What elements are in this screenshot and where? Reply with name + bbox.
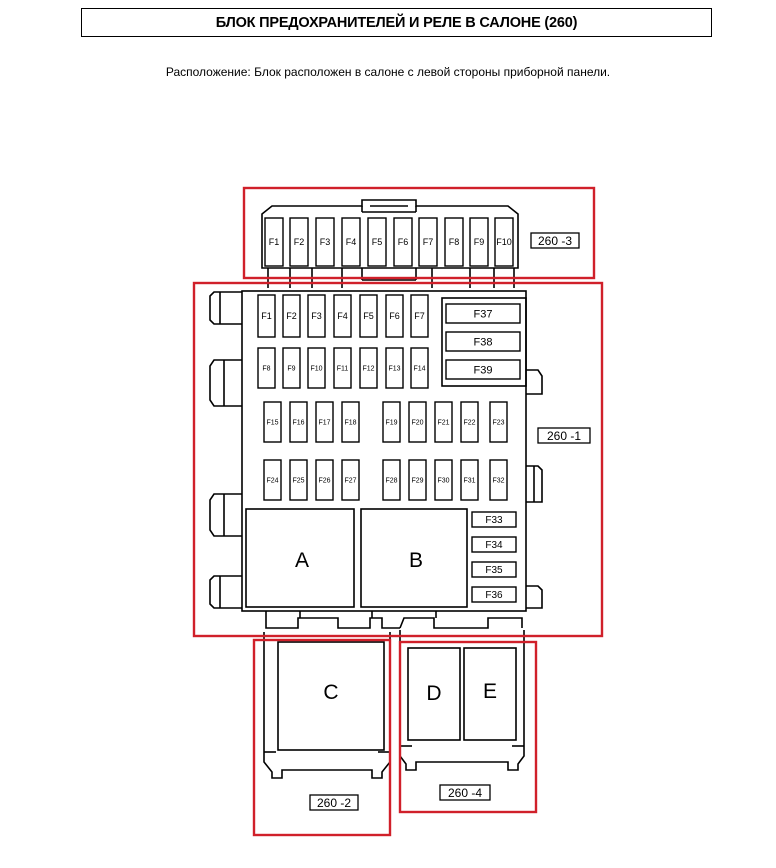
- fuse-label: F2: [286, 311, 297, 322]
- fuse-f31: [461, 460, 478, 500]
- fuse-label: F30: [437, 477, 450, 485]
- fuse-label: F1: [268, 237, 280, 248]
- small-fuse-column: [472, 512, 516, 602]
- label-260-3-text: 260 -3: [537, 234, 573, 248]
- fuse-f4: [334, 295, 351, 337]
- fuse-label: F13: [388, 365, 401, 373]
- fuse-f16: [290, 402, 307, 442]
- fuse-label: F29: [411, 477, 424, 485]
- fuse-label: F14: [413, 365, 426, 373]
- fuse-f6: [394, 218, 412, 266]
- main-fuse-row-2: [258, 348, 428, 388]
- fuse-f19: [383, 402, 400, 442]
- fuse-label: F5: [371, 237, 383, 248]
- fuse-f14: [411, 348, 428, 388]
- fuse-f34: [472, 537, 516, 552]
- fuse-label: F21: [437, 419, 450, 427]
- fuse-f20: [409, 402, 426, 442]
- relay-d-label: D: [426, 682, 442, 705]
- fuse-label: F37: [473, 308, 493, 321]
- relay-b: [361, 509, 467, 607]
- fuse-f26: [316, 460, 333, 500]
- fuse-label: F10: [496, 237, 512, 248]
- fuse-f1: [265, 218, 283, 266]
- fuse-f24: [264, 460, 281, 500]
- fuse-f32: [490, 460, 507, 500]
- location-text: Расположение: Блок расположен в салоне с левой стороны приборной панели.: [165, 65, 611, 79]
- fuse-label: F33: [485, 515, 503, 526]
- fuse-label: F8: [262, 365, 271, 373]
- fuse-f13: [386, 348, 403, 388]
- fuse-f25: [290, 460, 307, 500]
- fuse-label: F8: [448, 237, 460, 248]
- fuse-label: F7: [414, 311, 425, 322]
- relay-d: [408, 648, 460, 740]
- label-260-2-text: 260 -2: [316, 796, 352, 810]
- fuse-label: F7: [422, 237, 434, 248]
- relay-c-label: C: [323, 681, 339, 704]
- fuse-label: F4: [345, 237, 357, 248]
- fuse-f3: [316, 218, 334, 266]
- maxi-fuse-row: [446, 304, 520, 379]
- fuse-label: F6: [397, 237, 409, 248]
- fuse-f39: [446, 360, 520, 379]
- page-title: БЛОК ПРЕДОХРАНИТЕЛЕЙ И РЕЛЕ В САЛОНЕ (260): [215, 14, 578, 31]
- fuse-f2: [283, 295, 300, 337]
- fuse-f23: [490, 402, 507, 442]
- fuse-f10: [308, 348, 325, 388]
- fuse-label: F11: [336, 365, 349, 373]
- fuse-label: F16: [292, 419, 305, 427]
- fuse-label: F12: [362, 365, 375, 373]
- fuse-label: F5: [363, 311, 374, 322]
- relay-e: [464, 648, 516, 740]
- label-260-2: [310, 795, 358, 810]
- label-260-4-text: 260 -4: [447, 786, 483, 800]
- fuse-f4: [342, 218, 360, 266]
- fuse-label: F31: [463, 477, 476, 485]
- label-260-3: [531, 233, 579, 248]
- relay-c: [278, 642, 384, 750]
- fuse-f9: [283, 348, 300, 388]
- fuse-f5: [360, 295, 377, 337]
- fuse-label: F4: [337, 311, 348, 322]
- fuse-f7: [411, 295, 428, 337]
- fuse-f9: [470, 218, 488, 266]
- relay-e-label: E: [482, 680, 498, 703]
- fuse-label: F9: [473, 237, 485, 248]
- fuse-label: F9: [287, 365, 296, 373]
- fuse-f38: [446, 332, 520, 351]
- fuse-label: F32: [492, 477, 505, 485]
- fuse-label: F6: [389, 311, 400, 322]
- fuse-f8: [258, 348, 275, 388]
- fuse-f28: [383, 460, 400, 500]
- main-fuse-row-3: [264, 402, 507, 442]
- fuse-label: F39: [473, 364, 493, 377]
- label-260-1-text: 260 -1: [546, 429, 582, 443]
- fuse-f1: [258, 295, 275, 337]
- fuse-f30: [435, 460, 452, 500]
- label-260-4: [440, 785, 490, 800]
- fuse-f37: [446, 304, 520, 323]
- fuse-label: F3: [319, 237, 331, 248]
- fuse-f35: [472, 562, 516, 577]
- fuse-label: F10: [310, 365, 323, 373]
- fuse-f12: [360, 348, 377, 388]
- fuse-label: F25: [292, 477, 305, 485]
- fuse-f29: [409, 460, 426, 500]
- relay-a-label: A: [294, 549, 310, 572]
- fuse-f6: [386, 295, 403, 337]
- fuse-f8: [445, 218, 463, 266]
- fuse-label: F28: [385, 477, 398, 485]
- fuse-label: F27: [344, 477, 357, 485]
- fuse-f33: [472, 512, 516, 527]
- fuse-label: F17: [318, 419, 331, 427]
- fuse-label: F18: [344, 419, 357, 427]
- fuse-f27: [342, 460, 359, 500]
- fuse-f10: [495, 218, 513, 266]
- fuse-f15: [264, 402, 281, 442]
- fuse-f17: [316, 402, 333, 442]
- fuse-label: F22: [463, 419, 476, 427]
- fuse-f3: [308, 295, 325, 337]
- fuse-label: F20: [411, 419, 424, 427]
- fuse-f7: [419, 218, 437, 266]
- fuse-f36: [472, 587, 516, 602]
- top-fuse-row: [265, 218, 513, 266]
- relay-a: [246, 509, 354, 607]
- main-fuse-row-4: [264, 460, 507, 500]
- fuse-label: F23: [492, 419, 505, 427]
- fuse-label: F19: [385, 419, 398, 427]
- fuse-f21: [435, 402, 452, 442]
- fuse-label: F2: [293, 237, 305, 248]
- fuse-label: F1: [261, 311, 272, 322]
- fuse-f2: [290, 218, 308, 266]
- fuse-label: F36: [485, 590, 503, 601]
- fuse-label: F24: [266, 477, 279, 485]
- fuse-label: F15: [266, 419, 279, 427]
- fuse-label: F34: [485, 540, 503, 551]
- fuse-f22: [461, 402, 478, 442]
- fuse-label: F26: [318, 477, 331, 485]
- relay-b-label: B: [408, 549, 424, 572]
- fuse-label: F3: [311, 311, 322, 322]
- fuse-label: F38: [473, 336, 493, 349]
- fuse-f11: [334, 348, 351, 388]
- fuse-f18: [342, 402, 359, 442]
- label-260-1: [538, 428, 590, 443]
- fuse-label: F35: [485, 565, 503, 576]
- main-fuse-row-1: [258, 295, 428, 337]
- fuse-f5: [368, 218, 386, 266]
